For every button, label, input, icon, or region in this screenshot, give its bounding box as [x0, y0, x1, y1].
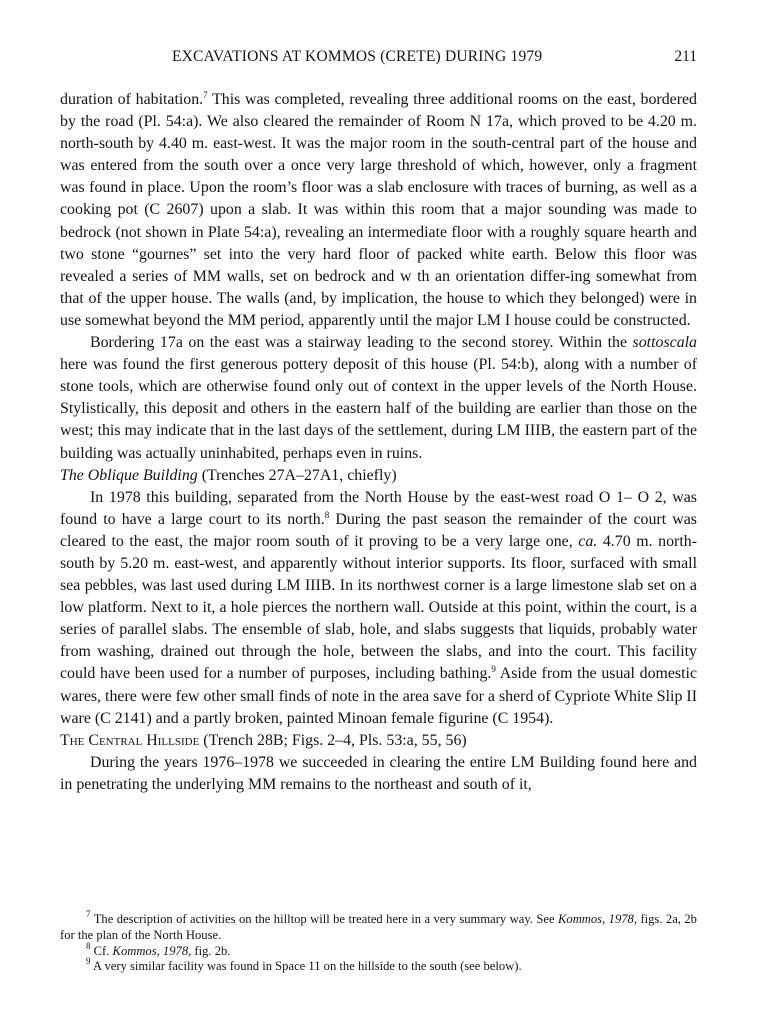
paragraph-hilltop-rooms: duration of habitation.$^7$ This was completed, revealing three additional rooms on the east, bordered by the road (Pl. 54:a). We also cleared the remainder of Room N 17a, which proved to be 4.20 m. north-south by 4.40 m. east-west. It was the major room in the south-central part of the house and was entered from the south over a once very large threshold of which, however, only a fragment was found in place. Upon the room’s floor was a slab enclosure with traces of burning, as well as a cooking pot (C 2607) upon a slab. It was within this room that a major sounding was made to bedrock (not shown in Plate 54:a), revealing an intermediate floor with a roughly square hearth and two stone “gournes” set into the very hard floor of packed white earth. Below this floor was revealed a series of MM walls, set on bedrock and w th an orientation differ-ing somewhat from that of the upper house. The walls (and, by implication, the house to which they belonged) were in use somewhat beyond the MM period, apparently until the major LM I house could be constructed. — [60, 90, 697, 329]
footnote-ref-8: 8 — [324, 509, 330, 520]
footnotes — [60, 909, 697, 975]
page-header — [60, 48, 697, 68]
footnote-7: $^7$ The description of activities on the hilltop will be treated here in a very summary way. See Kommos, 1978, figs. 2a, 2b for the plan of the North House. — [60, 909, 697, 942]
paragraph-stairway: Bordering 17a on the east was a stairway leading to the second storey. Within the sottoscala here was found the first generous pottery deposit of this house (Pl. 54:b), along with a number of stone tools, which are otherwise found only out of context in the upper levels of the North House. Stylistically, this deposit and others in the eastern half of the building are earlier than those on the west; this may indicate that in the last days of the settlement, during LM IIIB, the eastern part of the building was actually uninhabited, perhaps even in ruins. — [60, 334, 697, 462]
section-heading-oblique-building: The Oblique Building (Trenches 27A–27A1, chiefly) — [60, 466, 397, 484]
footnote-ref-7: 7 — [203, 90, 208, 100]
footnote-ref-9: 9 — [491, 664, 496, 675]
footnote-8: $^8$ Cf. Kommos, 1978, fig. 2b. — [86, 940, 231, 958]
footnote-9: $^9$ A very similar facility was found in Space 11 on the hillside to the south (see below). — [86, 956, 522, 974]
page-number: 211 — [674, 48, 697, 65]
paragraph-central-hillside: During the years 1976–1978 we succeeded in clearing the entire LM Building found here and in penetrating the underlying MM remains to the northeast and south of it, — [60, 753, 697, 793]
section-heading-central-hillside: The Central Hillside (Trench 28B; Figs. 2–4, Pls. 53:a, 55, 56) — [60, 731, 467, 749]
running-head: EXCAVATIONS AT KOMMOS (CRETE) DURING 1979 — [172, 48, 543, 65]
paragraph-oblique-building: In 1978 this building, separated from the North House by the east-west road O 1– O 2, was found to have a large court to its north.$^8$ During the past season the remainder of the court was cleared to the east, the major room south of it proving to be a very large one, ca. 4.70 m. north-south by 5.20 m. east-west, and apparently without interior supports. Its floor, surfaced with small sea pebbles, was last used during LM IIIB. In its northwest corner is a large limestone slab set on a low platform. Next to it, a hole pierces the northern wall. Outside at this point, within the court, is a series of parallel slabs. The ensemble of slab, hole, and slabs suggests that liquids, probably water from washing, drained out through the hole, between the slabs, and into the court. This facility could have been used for a number of purposes, including bathing.$^9$ Aside from the usual domestic wares, there were few other small finds of note in the area save for a sherd of Cypriote White Slip II ware (C 2141) and a partly broken, painted Minoan female figurine (C 1954). — [60, 488, 697, 727]
article-body — [60, 89, 697, 796]
